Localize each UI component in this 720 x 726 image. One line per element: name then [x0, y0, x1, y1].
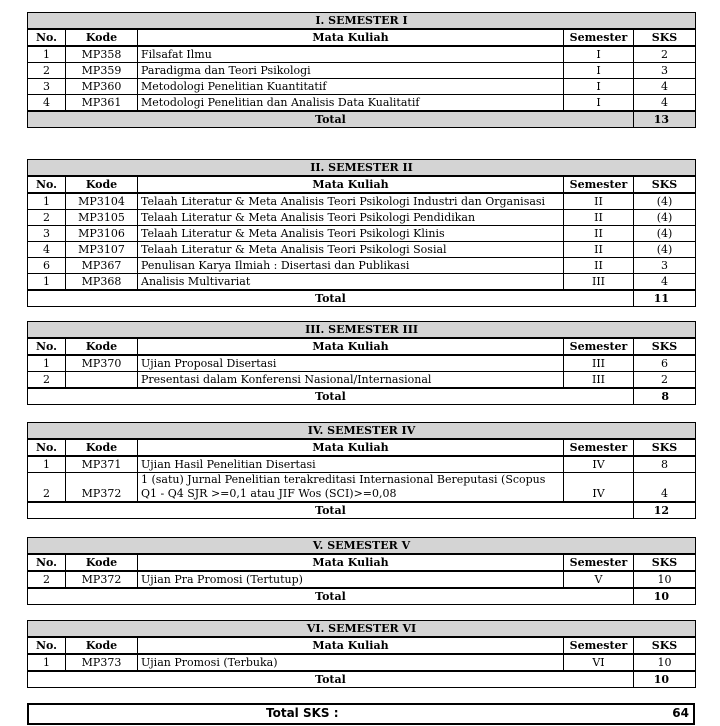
- col-header-kode: Kode: [66, 176, 138, 193]
- col-header-semester: Semester: [564, 338, 634, 355]
- col-header-no: No.: [28, 637, 66, 654]
- row-no: 2: [28, 210, 66, 226]
- row-no: 2: [28, 372, 66, 389]
- table-row: [28, 193, 696, 210]
- row-mata-kuliah: Telaah Literatur & Meta Analisis Teori Psikologi Pendidikan: [138, 210, 564, 226]
- row-kode: MP359: [66, 63, 138, 79]
- row-no: 1: [28, 274, 66, 291]
- semester-6-table: [27, 620, 696, 688]
- row-semester: I: [564, 79, 634, 95]
- row-semester: II: [564, 258, 634, 274]
- col-header-mata-kuliah: Mata Kuliah: [138, 29, 564, 46]
- row-kode: MP3107: [66, 242, 138, 258]
- col-header-kode: Kode: [66, 29, 138, 46]
- table-row: [28, 79, 696, 95]
- semester-title: V. SEMESTER V: [28, 538, 696, 555]
- table-row: [28, 456, 696, 473]
- row-kode: MP370: [66, 355, 138, 372]
- row-mata-kuliah: Telaah Literatur & Meta Analisis Teori Psikologi Sosial: [138, 242, 564, 258]
- total-value: 11: [634, 290, 696, 307]
- col-header-mata-kuliah: Mata Kuliah: [138, 338, 564, 355]
- row-kode: MP358: [66, 46, 138, 63]
- row-no: 3: [28, 79, 66, 95]
- semester-title: I. SEMESTER I: [28, 13, 696, 30]
- row-sks: 10: [634, 571, 696, 588]
- row-kode: MP372: [66, 571, 138, 588]
- col-header-no: No.: [28, 29, 66, 46]
- row-kode: MP3106: [66, 226, 138, 242]
- table-row: [28, 355, 696, 372]
- semester-title: IV. SEMESTER IV: [28, 423, 696, 440]
- row-mata-kuliah: Presentasi dalam Konferensi Nasional/Internasional: [138, 372, 564, 389]
- col-header-no: No.: [28, 176, 66, 193]
- total-row: [28, 671, 696, 688]
- col-header-semester: Semester: [564, 554, 634, 571]
- row-mata-kuliah: Ujian Proposal Disertasi: [138, 355, 564, 372]
- row-mata-kuliah: Filsafat Ilmu: [138, 46, 564, 63]
- total-value: 8: [634, 388, 696, 405]
- row-sks: (4): [634, 226, 696, 242]
- col-header-sks: SKS: [634, 554, 696, 571]
- row-kode: MP361: [66, 95, 138, 112]
- row-semester: III: [564, 372, 634, 389]
- total-label: Total: [28, 290, 634, 307]
- row-kode: MP368: [66, 274, 138, 291]
- row-semester: VI: [564, 654, 634, 671]
- table-row: [28, 242, 696, 258]
- row-sks: 2: [634, 46, 696, 63]
- row-no: 1: [28, 193, 66, 210]
- total-label: Total: [28, 502, 634, 519]
- total-label: Total: [28, 671, 634, 688]
- row-semester: II: [564, 210, 634, 226]
- col-header-kode: Kode: [66, 439, 138, 456]
- total-value: 13: [634, 111, 696, 128]
- table-row: [28, 46, 696, 63]
- row-no: 2: [28, 571, 66, 588]
- total-value: 10: [634, 588, 696, 605]
- col-header-semester: Semester: [564, 637, 634, 654]
- table-row: [28, 571, 696, 588]
- semester-4-table: [27, 422, 696, 519]
- grand-total-box: [27, 703, 695, 725]
- row-semester: IV: [564, 473, 634, 503]
- row-kode: MP372: [66, 473, 138, 503]
- row-mata-kuliah: Paradigma dan Teori Psikologi: [138, 63, 564, 79]
- grand-total-label: Total SKS :: [266, 706, 339, 720]
- col-header-no: No.: [28, 554, 66, 571]
- col-header-sks: SKS: [634, 176, 696, 193]
- row-mata-kuliah: Metodologi Penelitian dan Analisis Data Kualitatif: [138, 95, 564, 112]
- row-sks: 4: [634, 79, 696, 95]
- table-row: [28, 95, 696, 112]
- row-sks: 4: [634, 274, 696, 291]
- row-semester: II: [564, 193, 634, 210]
- row-mata-kuliah: Metodologi Penelitian Kuantitatif: [138, 79, 564, 95]
- col-header-sks: SKS: [634, 338, 696, 355]
- total-label: Total: [28, 388, 634, 405]
- table-row: [28, 372, 696, 389]
- col-header-sks: SKS: [634, 29, 696, 46]
- table-row: [28, 473, 696, 503]
- row-kode: MP373: [66, 654, 138, 671]
- col-header-mata-kuliah: Mata Kuliah: [138, 439, 564, 456]
- row-semester: IV: [564, 456, 634, 473]
- row-semester: II: [564, 242, 634, 258]
- row-mata-kuliah: Ujian Promosi (Terbuka): [138, 654, 564, 671]
- row-sks: 10: [634, 654, 696, 671]
- col-header-kode: Kode: [66, 637, 138, 654]
- row-kode: MP3105: [66, 210, 138, 226]
- semester-title: VI. SEMESTER VI: [28, 621, 696, 638]
- semester-3-table: [27, 321, 696, 405]
- col-header-mata-kuliah: Mata Kuliah: [138, 637, 564, 654]
- semester-title: III. SEMESTER III: [28, 322, 696, 339]
- row-semester: III: [564, 274, 634, 291]
- row-kode: MP371: [66, 456, 138, 473]
- row-sks: (4): [634, 210, 696, 226]
- row-kode: [66, 372, 138, 389]
- col-header-mata-kuliah: Mata Kuliah: [138, 554, 564, 571]
- row-sks: 4: [634, 473, 696, 503]
- row-no: 2: [28, 63, 66, 79]
- row-sks: (4): [634, 242, 696, 258]
- row-mata-kuliah: Telaah Literatur & Meta Analisis Teori Psikologi Klinis: [138, 226, 564, 242]
- row-mata-kuliah: Ujian Pra Promosi (Tertutup): [138, 571, 564, 588]
- total-row: [28, 111, 696, 128]
- col-header-no: No.: [28, 439, 66, 456]
- row-sks: 3: [634, 63, 696, 79]
- row-semester: I: [564, 95, 634, 112]
- col-header-no: No.: [28, 338, 66, 355]
- table-row: [28, 226, 696, 242]
- row-sks: 4: [634, 95, 696, 112]
- row-no: 4: [28, 242, 66, 258]
- semester-5-table: [27, 537, 696, 605]
- grand-total-value: 64: [672, 706, 689, 720]
- col-header-semester: Semester: [564, 439, 634, 456]
- row-no: 3: [28, 226, 66, 242]
- row-semester: III: [564, 355, 634, 372]
- table-row: [28, 654, 696, 671]
- row-sks: 3: [634, 258, 696, 274]
- total-value: 12: [634, 502, 696, 519]
- total-label: Total: [28, 588, 634, 605]
- col-header-semester: Semester: [564, 176, 634, 193]
- row-no: 4: [28, 95, 66, 112]
- row-no: 1: [28, 46, 66, 63]
- total-row: [28, 502, 696, 519]
- total-row: [28, 588, 696, 605]
- row-mata-kuliah: Ujian Hasil Penelitian Disertasi: [138, 456, 564, 473]
- row-semester: II: [564, 226, 634, 242]
- row-sks: 6: [634, 355, 696, 372]
- col-header-sks: SKS: [634, 637, 696, 654]
- table-row: [28, 63, 696, 79]
- row-no: 1: [28, 355, 66, 372]
- total-label: Total: [28, 111, 634, 128]
- col-header-kode: Kode: [66, 338, 138, 355]
- row-no: 2: [28, 473, 66, 503]
- col-header-mata-kuliah: Mata Kuliah: [138, 176, 564, 193]
- row-kode: MP367: [66, 258, 138, 274]
- col-header-semester: Semester: [564, 29, 634, 46]
- col-header-sks: SKS: [634, 439, 696, 456]
- row-mata-kuliah: Telaah Literatur & Meta Analisis Teori Psikologi Industri dan Organisasi: [138, 193, 564, 210]
- row-kode: MP3104: [66, 193, 138, 210]
- row-no: 1: [28, 654, 66, 671]
- row-mata-kuliah: Penulisan Karya Ilmiah : Disertasi dan Publikasi: [138, 258, 564, 274]
- row-sks: (4): [634, 193, 696, 210]
- total-row: [28, 290, 696, 307]
- semester-1-table: [27, 12, 696, 128]
- row-semester: I: [564, 46, 634, 63]
- semester-title: II. SEMESTER II: [28, 160, 696, 177]
- semester-2-table: [27, 159, 696, 307]
- row-sks: 2: [634, 372, 696, 389]
- total-row: [28, 388, 696, 405]
- total-value: 10: [634, 671, 696, 688]
- row-mata-kuliah: Analisis Multivariat: [138, 274, 564, 291]
- row-mata-kuliah: 1 (satu) Jurnal Penelitian terakreditasi Internasional Bereputasi (Scopus Q1 - Q4 SJR >=0,1 atau JIF Wos (SCI)>=0,08: [138, 473, 564, 503]
- row-kode: MP360: [66, 79, 138, 95]
- row-no: 6: [28, 258, 66, 274]
- table-row: [28, 258, 696, 274]
- row-no: 1: [28, 456, 66, 473]
- row-semester: I: [564, 63, 634, 79]
- table-row: [28, 210, 696, 226]
- row-sks: 8: [634, 456, 696, 473]
- table-row: [28, 274, 696, 291]
- row-semester: V: [564, 571, 634, 588]
- col-header-kode: Kode: [66, 554, 138, 571]
